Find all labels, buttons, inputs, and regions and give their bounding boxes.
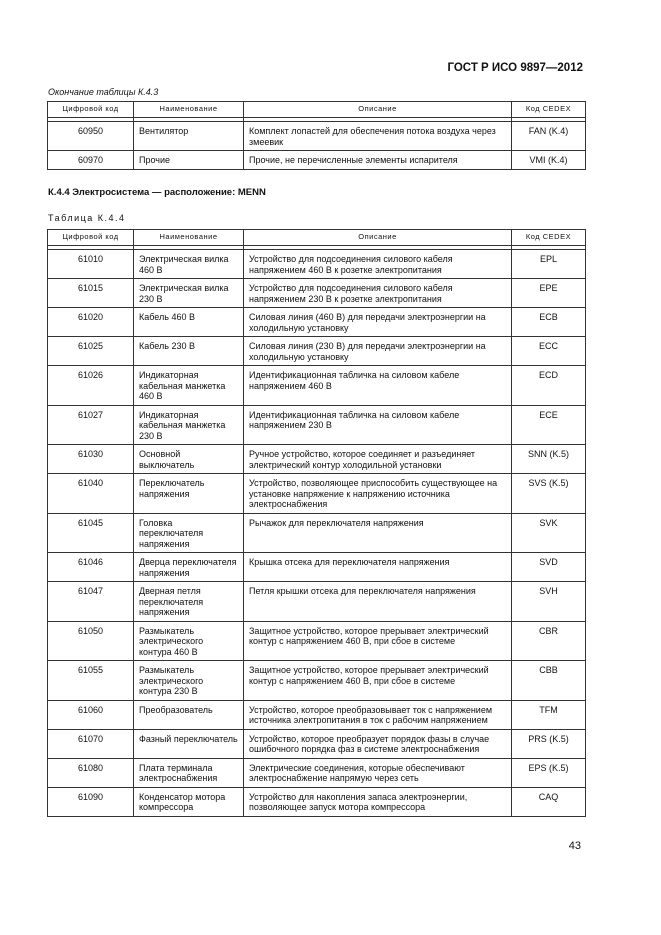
item-description: Крышка отсека для переключателя напряжения (244, 553, 512, 582)
cedex-code: SVS (K.5) (512, 474, 586, 514)
column-header: Описание (244, 102, 512, 118)
cedex-code: ECE (512, 405, 586, 445)
column-header: Код CEDEX (512, 102, 586, 118)
column-header: Описание (244, 230, 512, 246)
table-row (48, 553, 586, 582)
item-name: Размыкатель электрического контура 230 В (134, 661, 244, 701)
table-k44 (47, 229, 586, 817)
page-number: 43 (568, 840, 581, 852)
column-header: Наименование (134, 230, 244, 246)
item-name: Индикаторная кабельная манжетка 230 В (134, 405, 244, 445)
cedex-code: ECC (512, 337, 586, 366)
digital-code: 60950 (48, 122, 134, 151)
item-description: Защитное устройство, которое прерывает электрический контур с напряжением 460 В, при сбое в системе (244, 621, 512, 661)
cedex-code: SVH (512, 582, 586, 622)
item-name: Конденсатор мотора компрессора (134, 787, 244, 816)
item-name: Электрическая вилка 460 В (134, 250, 244, 279)
cedex-code: CBR (512, 621, 586, 661)
item-description: Устройство для подсоединения силового кабеля напряжением 230 В к розетке электропитания (244, 279, 512, 308)
table-row (48, 474, 586, 514)
table-row (48, 758, 586, 787)
cedex-code: ECB (512, 308, 586, 337)
digital-code: 61080 (48, 758, 134, 787)
table-header-row (48, 102, 586, 118)
table-row (48, 250, 586, 279)
item-name: Размыкатель электрического контура 460 В (134, 621, 244, 661)
item-description: Рычажок для переключателя напряжения (244, 513, 512, 553)
cedex-code: EPL (512, 250, 586, 279)
cedex-code: VMI (K.4) (512, 151, 586, 170)
table-row (48, 621, 586, 661)
column-header: Код CEDEX (512, 230, 586, 246)
table-row (48, 582, 586, 622)
item-description: Петля крышки отсека для переключателя напряжения (244, 582, 512, 622)
digital-code: 61070 (48, 729, 134, 758)
table-row (48, 122, 586, 151)
cedex-code: SVD (512, 553, 586, 582)
table-row (48, 405, 586, 445)
digital-code: 61010 (48, 250, 134, 279)
section-heading: К.4.4 Электросистема — расположение: MENN (48, 187, 266, 198)
item-description: Прочие, не перечисленные элементы испарителя (244, 151, 512, 170)
digital-code: 61025 (48, 337, 134, 366)
digital-code: 61047 (48, 582, 134, 622)
digital-code: 61026 (48, 366, 134, 406)
table-row (48, 337, 586, 366)
cedex-code: FAN (K.4) (512, 122, 586, 151)
digital-code: 61027 (48, 405, 134, 445)
table-continuation-caption: Окончание таблицы К.4.3 (48, 87, 159, 97)
item-description: Электрические соединения, которые обеспечивают электроснабжение напрямую через сеть (244, 758, 512, 787)
item-name: Дверца переключателя напряжения (134, 553, 244, 582)
item-description: Устройство, позволяющее приспособить существующее на установке напряжение к напряжению источника электроснабжения (244, 474, 512, 514)
digital-code: 60970 (48, 151, 134, 170)
item-description: Устройство, которое преобразует порядок фазы в случае ошибочного порядка фаз в системе электроснабжения (244, 729, 512, 758)
table-caption: Таблица К.4.4 (48, 213, 126, 223)
table-row (48, 700, 586, 729)
column-header: Цифровой код (48, 102, 134, 118)
item-description: Защитное устройство, которое прерывает электрический контур с напряжением 460 В, при сбое в системе (244, 661, 512, 701)
cedex-code: EPS (K.5) (512, 758, 586, 787)
item-name: Кабель 230 В (134, 337, 244, 366)
digital-code: 61060 (48, 700, 134, 729)
item-description: Идентификационная табличка на силовом кабеле напряжением 230 В (244, 405, 512, 445)
column-header: Цифровой код (48, 230, 134, 246)
table-row (48, 366, 586, 406)
item-name: Электрическая вилка 230 В (134, 279, 244, 308)
column-header: Наименование (134, 102, 244, 118)
cedex-code: SNN (K.5) (512, 445, 586, 474)
digital-code: 61045 (48, 513, 134, 553)
item-description: Силовая линия (230 В) для передачи электроэнергии на холодильную установку (244, 337, 512, 366)
table-row (48, 729, 586, 758)
item-name: Плата терминала электроснабжения (134, 758, 244, 787)
cedex-code: TFM (512, 700, 586, 729)
table-row (48, 279, 586, 308)
table-k43-end (47, 101, 586, 170)
table-row (48, 787, 586, 816)
item-name: Индикаторная кабельная манжетка 460 В (134, 366, 244, 406)
table-row (48, 661, 586, 701)
item-name: Переключатель напряжения (134, 474, 244, 514)
cedex-code: PRS (K.5) (512, 729, 586, 758)
item-description: Устройство для накопления запаса электроэнергии, позволяющее запуск мотора компрессора (244, 787, 512, 816)
digital-code: 61090 (48, 787, 134, 816)
digital-code: 61050 (48, 621, 134, 661)
digital-code: 61030 (48, 445, 134, 474)
item-description: Идентификационная табличка на силовом кабеле напряжением 460 В (244, 366, 512, 406)
item-name: Головка переключателя напряжения (134, 513, 244, 553)
item-description: Устройство для подсоединения силового кабеля напряжением 460 В к розетке электропитания (244, 250, 512, 279)
item-name: Кабель 460 В (134, 308, 244, 337)
digital-code: 61046 (48, 553, 134, 582)
item-description: Устройство, которое преобразовывает ток с напряжением источника электропитания в ток с рабочим напряжением (244, 700, 512, 729)
table-header-row (48, 230, 586, 246)
table-row (48, 445, 586, 474)
digital-code: 61020 (48, 308, 134, 337)
item-description: Ручное устройство, которое соединяет и разъединяет электрический контур холодильной установки (244, 445, 512, 474)
item-name: Прочие (134, 151, 244, 170)
item-description: Комплект лопастей для обеспечения потока воздуха через змеевик (244, 122, 512, 151)
item-name: Основной выключатель (134, 445, 244, 474)
table-row (48, 151, 586, 170)
item-name: Вентилятор (134, 122, 244, 151)
cedex-code: CBB (512, 661, 586, 701)
item-name: Преобразователь (134, 700, 244, 729)
digital-code: 61015 (48, 279, 134, 308)
item-description: Силовая линия (460 В) для передачи электроэнергии на холодильную установку (244, 308, 512, 337)
cedex-code: SVK (512, 513, 586, 553)
item-name: Фазный переключатель (134, 729, 244, 758)
digital-code: 61040 (48, 474, 134, 514)
table-row (48, 513, 586, 553)
table-row (48, 308, 586, 337)
item-name: Дверная петля переключателя напряжения (134, 582, 244, 622)
cedex-code: EPE (512, 279, 586, 308)
cedex-code: CAQ (512, 787, 586, 816)
cedex-code: ECD (512, 366, 586, 406)
standard-designation: ГОСТ Р ИСО 9897—2012 (447, 62, 583, 74)
digital-code: 61055 (48, 661, 134, 701)
